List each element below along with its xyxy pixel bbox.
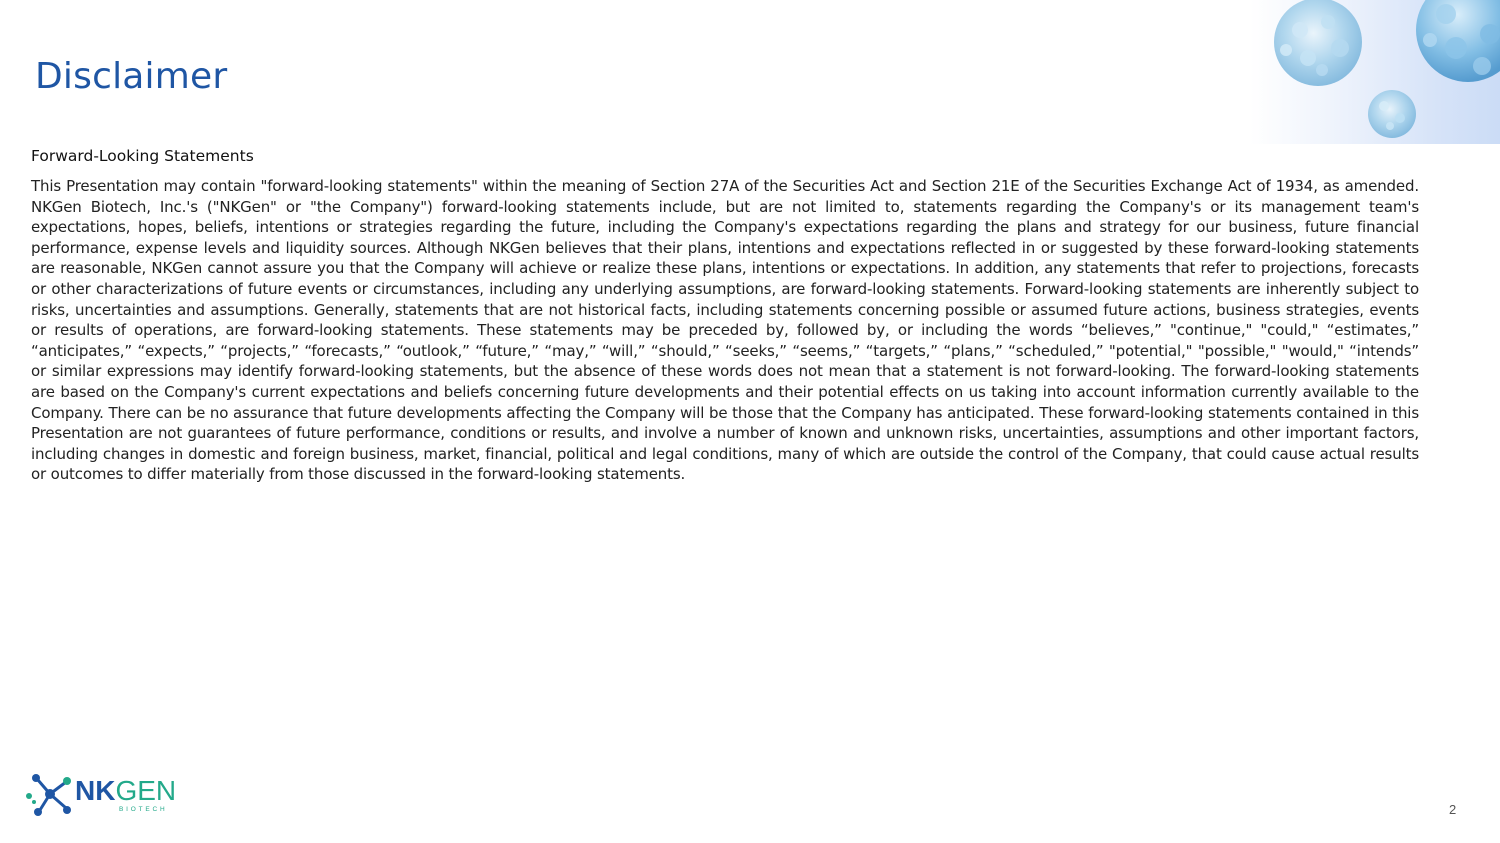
- page-title: Disclaimer: [35, 56, 228, 97]
- page-number: 2: [1449, 802, 1457, 817]
- logo-wordmark-nk: NK: [75, 775, 116, 806]
- disclaimer-body: This Presentation may contain "forward-looking statements" within the meaning of Section 27A of the Securities Act and Section 21E of the Securities Exchange Act of 1934, as amended. NKGen Biotech, Inc.'s ("NKGen" or "the Company") forward-looking statements include, but are not limited to, statements regarding the Company's or its management team's expectations, hopes, beliefs, intentions or strategies regarding the future, including the Company's expectations regarding the plans and strategy for our business, future financial performance, expense levels and liquidity sources. Although NKGen believes that their plans, intentions and expectations reflected in or suggested by these forward-looking statements are reasonable, NKGen cannot assure you that the Company will achieve or realize these plans, intentions or expectations. In addition, any statements that refer to projections, forecasts or other characterizations of future events or circumstances, including any underlying assumptions, are forward-looking statements. Forward-looking statements are inherently subject to risks, uncertainties and assumptions. Generally, statements that are not historical facts, including statements concerning possible or assumed future actions, business strategies, events or results of operations, are forward-looking statements. These statements may be preceded by, followed by, or including the words “believes,” "continue," "could," “estimates,” “anticipates,” “expects,” “projects,” “forecasts,” “outlook,” “future,” “may,” “will,” “should,” “seeks,” “seems,” “targets,” “plans,” “scheduled,” "potential," "possible," "would," “intends” or similar expressions may identify forward-looking statements, but the absence of these words does not mean that a statement is not forward-looking. The forward-looking statements are based on the Company's current expectations and beliefs concerning future developments and their potential effects on us taking into account information currently available to the Company. There can be no assurance that future developments affecting the Company will be those that the Company has anticipated. These forward-looking statements contained in this Presentation are not guarantees of future performance, conditions or results, and involve a number of known and unknown risks, uncertainties, assumptions and other important factors, including changes in domestic and foreign business, market, financial, political and legal conditions, many of which are outside the control of the Company, that could cause actual results or outcomes to differ materially from those discussed in the forward-looking statements.: [31, 177, 1419, 484]
- nkgen-logo: [26, 772, 186, 818]
- cell-large: [1274, 0, 1362, 86]
- molecule-icon: [26, 772, 74, 818]
- logo-subtext: BIOTECH: [119, 806, 168, 813]
- cell-small: [1368, 90, 1416, 138]
- cell-right: [1416, 0, 1500, 82]
- logo-wordmark: [75, 776, 176, 806]
- cells-illustration: [1250, 0, 1500, 144]
- section-heading: Forward-Looking Statements: [31, 147, 254, 165]
- logo-wordmark-gen: GEN: [115, 775, 177, 806]
